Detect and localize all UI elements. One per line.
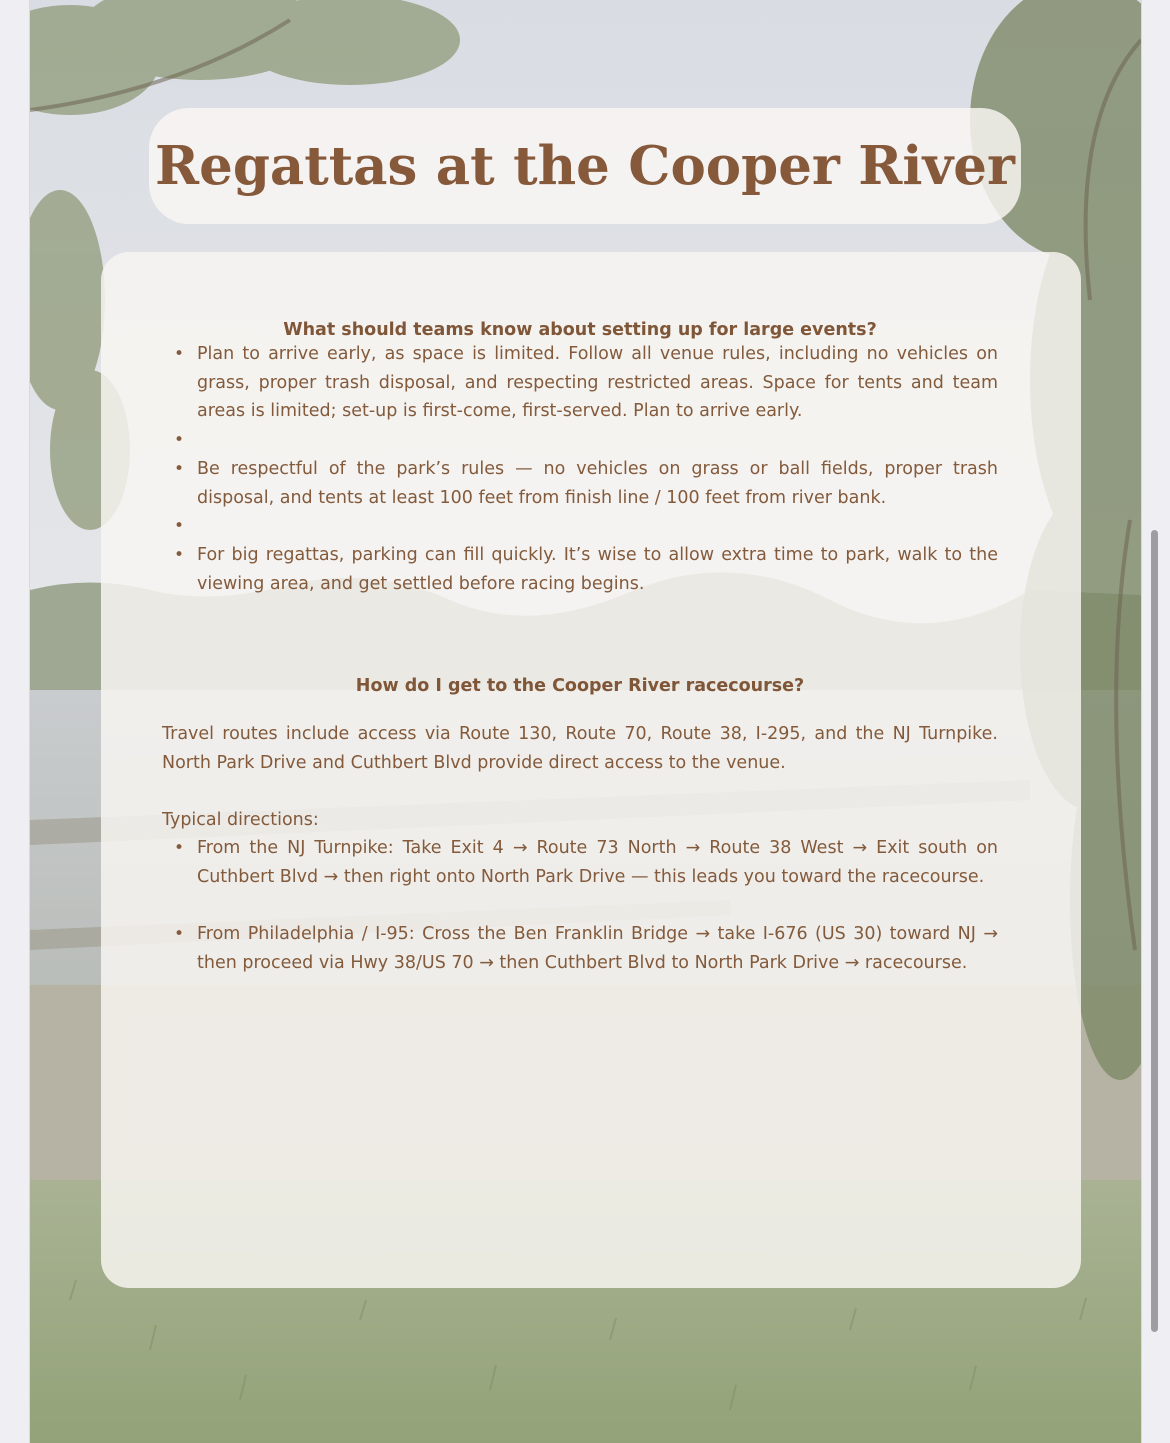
- list-item-empty: [174, 512, 998, 541]
- bullet-icon: •: [174, 458, 185, 479]
- list-item: • Plan to arrive early, as space is limited. Follow all venue rules, including no vehicles on grass, proper trash disposal, and respecting restricted areas. Space for tents and team areas is limited; set-up is first-come, first-served. Plan to arrive early.: [197, 340, 998, 426]
- section-heading-directions: How do I get to the Cooper River racecourse?: [355, 676, 805, 697]
- bullet-icon: •: [174, 838, 185, 859]
- list-item: • From Philadelphia / I-95: Cross the Ben Franklin Bridge → take I-676 (US 30) toward NJ → then proceed via Hwy 38/US 70 → then Cuthbert Blvd to North Park Drive → racecourse.: [197, 920, 998, 977]
- bullet-icon: •: [174, 430, 185, 451]
- content-card: [101, 252, 1081, 1288]
- title-banner: [149, 108, 1021, 224]
- bullet-icon: •: [174, 516, 185, 537]
- bullet-icon: •: [174, 344, 185, 364]
- typical-directions-label: Typical directions:: [162, 809, 319, 830]
- bullet-icon: •: [174, 923, 185, 944]
- list-item: • Be respectful of the park’s rules — no vehicles on grass or ball fields, proper trash disposal, and tents at least 100 feet from finish line / 100 feet from river bank.: [197, 455, 998, 512]
- section-heading-setup: What should teams know about setting up for large events?: [283, 320, 877, 340]
- list-item: • For big regattas, parking can fill quickly. It’s wise to allow extra time to park, walk to the viewing area, and get settled before racing begins.: [197, 541, 998, 598]
- travel-routes-paragraph: Travel routes include access via Route 130, Route 70, Route 38, I-295, and the NJ Turnpike. North Park Drive and Cuthbert Blvd provide direct access to the venue.: [162, 724, 998, 773]
- directions-bullet-list: [162, 834, 998, 977]
- vertical-scrollbar[interactable]: [1151, 530, 1158, 1332]
- window-frame-right: [1141, 0, 1142, 1443]
- bullet-icon: •: [174, 544, 185, 565]
- list-item-empty: [174, 426, 998, 455]
- page-title: Regattas at the Cooper River: [155, 135, 1015, 197]
- list-item: • From the NJ Turnpike: Take Exit 4 → Route 73 North → Route 38 West → Exit south on Cuthbert Blvd → then right onto North Park Drive — this leads you toward the racecourse.: [197, 834, 998, 891]
- setup-bullet-list: [162, 340, 998, 598]
- page: [30, 0, 1141, 1443]
